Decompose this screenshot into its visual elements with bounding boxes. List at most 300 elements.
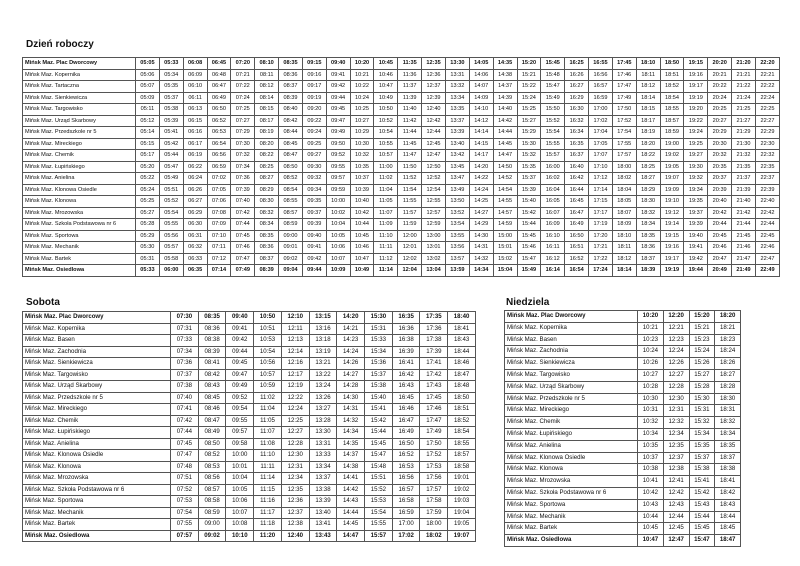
departure-time: 09:27 xyxy=(302,150,326,162)
departure-time: 18:00 xyxy=(420,519,448,531)
departure-time: 05:56 xyxy=(159,230,183,242)
departure-time: 10:45 xyxy=(374,58,398,70)
departure-time: 13:16 xyxy=(309,323,337,335)
departure-time: 12:59 xyxy=(422,219,446,231)
stop-name: Mińsk Maz. Kopernika xyxy=(505,322,638,334)
timetable-row xyxy=(505,511,741,523)
departure-time: 10:04 xyxy=(326,219,350,231)
saturday-title: Sobota xyxy=(26,297,60,308)
departure-time: 13:21 xyxy=(309,358,337,370)
departure-time: 06:30 xyxy=(183,219,207,231)
stop-name: Mińsk Maz. Klonowa Osiedle xyxy=(505,452,638,464)
departure-time: 07:52 xyxy=(171,484,199,496)
departure-time: 14:57 xyxy=(493,207,517,219)
departure-time: 18:45 xyxy=(715,523,741,535)
departure-time: 16:38 xyxy=(392,335,420,347)
departure-time: 14:50 xyxy=(493,161,517,173)
departure-time: 19:27 xyxy=(684,150,708,162)
departure-time: 07:51 xyxy=(171,473,199,485)
departure-time: 19:17 xyxy=(660,253,684,265)
departure-time: 16:56 xyxy=(392,473,420,485)
departure-time: 11:04 xyxy=(374,184,398,196)
departure-time: 17:41 xyxy=(420,358,448,370)
departure-time: 08:52 xyxy=(279,173,303,185)
departure-time: 06:15 xyxy=(183,115,207,127)
timetable-row xyxy=(505,346,741,358)
stop-name: Mińsk Maz. Szkoła Podstawowa nr 6 xyxy=(23,484,171,496)
stop-name: Mińsk Maz. Łupińskiego xyxy=(23,161,136,173)
departure-time: 18:22 xyxy=(636,150,660,162)
sunday-timetable xyxy=(504,310,741,547)
departure-time: 08:45 xyxy=(279,138,303,150)
departure-time: 10:01 xyxy=(226,461,254,473)
timetable-row xyxy=(23,104,780,116)
departure-time: 05:52 xyxy=(159,196,183,208)
departure-time: 07:42 xyxy=(171,415,199,427)
departure-time: 12:47 xyxy=(422,150,446,162)
departure-time: 11:52 xyxy=(398,173,422,185)
departure-time: 09:57 xyxy=(226,427,254,439)
departure-time: 12:35 xyxy=(422,58,446,70)
stop-name: Mińsk Maz. Osiedlowa xyxy=(23,265,136,277)
departure-time: 16:59 xyxy=(392,507,420,519)
departure-time: 19:39 xyxy=(684,219,708,231)
departure-time: 17:19 xyxy=(589,219,613,231)
departure-time: 13:59 xyxy=(445,265,469,277)
departure-time: 10:37 xyxy=(638,452,664,464)
timetable-row xyxy=(23,230,780,242)
departure-time: 08:39 xyxy=(279,92,303,104)
departure-time: 09:02 xyxy=(198,530,226,542)
departure-time: 12:28 xyxy=(281,438,309,450)
departure-time: 10:30 xyxy=(350,138,374,150)
departure-time: 15:27 xyxy=(517,115,541,127)
departure-time: 20:27 xyxy=(708,115,732,127)
departure-time: 06:16 xyxy=(183,127,207,139)
departure-time: 12:24 xyxy=(281,404,309,416)
departure-time: 10:20 xyxy=(350,58,374,70)
departure-time: 07:29 xyxy=(231,127,255,139)
timetable-row xyxy=(23,207,780,219)
departure-time: 10:09 xyxy=(326,265,350,277)
departure-time: 12:17 xyxy=(281,369,309,381)
departure-time: 11:09 xyxy=(374,219,398,231)
timetable-row xyxy=(23,358,476,370)
departure-time: 17:43 xyxy=(420,381,448,393)
departure-time: 12:02 xyxy=(398,253,422,265)
departure-time: 22:29 xyxy=(755,127,779,139)
timetable-row xyxy=(505,369,741,381)
departure-time: 15:57 xyxy=(541,150,565,162)
stop-name: Mińsk Maz. Tartaczna xyxy=(23,81,136,93)
stop-name: Mińsk Maz. Mechanik xyxy=(23,507,171,519)
departure-time: 21:46 xyxy=(732,242,756,254)
departure-time: 10:55 xyxy=(374,138,398,150)
departure-time: 08:38 xyxy=(198,335,226,347)
departure-time: 20:45 xyxy=(708,230,732,242)
stop-name: Mińsk Maz. Basen xyxy=(23,335,171,347)
departure-time: 16:45 xyxy=(565,196,589,208)
departure-time: 05:49 xyxy=(159,173,183,185)
departure-time: 08:30 xyxy=(255,196,279,208)
timetable-row xyxy=(505,464,741,476)
departure-time: 16:25 xyxy=(565,58,589,70)
departure-time: 08:56 xyxy=(198,473,226,485)
departure-time: 08:47 xyxy=(198,415,226,427)
departure-time: 06:17 xyxy=(183,138,207,150)
departure-time: 20:47 xyxy=(708,253,732,265)
departure-time: 19:01 xyxy=(448,473,476,485)
departure-time: 06:10 xyxy=(183,81,207,93)
departure-time: 07:33 xyxy=(171,335,199,347)
departure-time: 18:23 xyxy=(715,334,741,346)
departure-time: 10:08 xyxy=(226,519,254,531)
departure-time: 07:27 xyxy=(231,115,255,127)
departure-time: 18:46 xyxy=(448,358,476,370)
timetable-row xyxy=(23,219,780,231)
departure-time: 16:57 xyxy=(589,81,613,93)
departure-time: 12:54 xyxy=(422,184,446,196)
departure-time: 14:15 xyxy=(469,138,493,150)
departure-time: 15:29 xyxy=(517,127,541,139)
departure-time: 17:39 xyxy=(420,346,448,358)
departure-time: 14:24 xyxy=(337,346,365,358)
departure-time: 16:50 xyxy=(392,438,420,450)
departure-time: 09:37 xyxy=(302,207,326,219)
departure-time: 18:20 xyxy=(636,138,660,150)
departure-time: 09:00 xyxy=(279,230,303,242)
departure-time: 12:23 xyxy=(663,334,689,346)
departure-time: 07:40 xyxy=(171,392,199,404)
stop-name: Mińsk Maz. Anielina xyxy=(23,173,136,185)
departure-time: 18:12 xyxy=(636,81,660,93)
weekday-timetable xyxy=(22,57,780,277)
departure-time: 16:35 xyxy=(392,312,420,324)
departure-time: 14:38 xyxy=(337,461,365,473)
departure-time: 10:10 xyxy=(226,530,254,542)
departure-time: 11:15 xyxy=(254,484,282,496)
departure-time: 15:32 xyxy=(689,417,715,429)
departure-time: 13:27 xyxy=(309,404,337,416)
departure-time: 18:55 xyxy=(660,104,684,116)
departure-time: 05:22 xyxy=(136,173,160,185)
stop-name: Mińsk Maz. Szkoła Podstawowa nr 6 xyxy=(505,487,638,499)
departure-time: 13:26 xyxy=(309,392,337,404)
departure-time: 07:08 xyxy=(207,207,231,219)
departure-time: 17:10 xyxy=(589,161,613,173)
departure-time: 05:37 xyxy=(159,92,183,104)
stop-name: Mińsk Maz. Sportowa xyxy=(505,499,638,511)
departure-time: 10:49 xyxy=(374,92,398,104)
departure-time: 09:30 xyxy=(302,161,326,173)
departure-time: 15:24 xyxy=(517,92,541,104)
departure-time: 12:57 xyxy=(422,207,446,219)
departure-time: 18:48 xyxy=(448,381,476,393)
stop-name: Mińsk Maz. Klonowa Osiedle xyxy=(23,450,171,462)
departure-time: 09:35 xyxy=(302,196,326,208)
departure-time: 18:11 xyxy=(636,69,660,81)
departure-time: 15:48 xyxy=(365,461,393,473)
departure-time: 11:42 xyxy=(398,115,422,127)
departure-time: 13:45 xyxy=(445,161,469,173)
departure-time: 08:27 xyxy=(255,173,279,185)
departure-time: 17:38 xyxy=(420,335,448,347)
timetable-row xyxy=(23,335,476,347)
departure-time: 18:29 xyxy=(636,184,660,196)
departure-time: 11:57 xyxy=(398,207,422,219)
departure-time: 16:11 xyxy=(541,242,565,254)
departure-time: 13:04 xyxy=(422,265,446,277)
departure-time: 06:09 xyxy=(183,69,207,81)
departure-time: 21:37 xyxy=(732,173,756,185)
departure-time: 08:57 xyxy=(198,484,226,496)
departure-time: 09:42 xyxy=(326,81,350,93)
departure-time: 14:29 xyxy=(469,219,493,231)
departure-time: 14:35 xyxy=(337,438,365,450)
departure-time: 22:39 xyxy=(755,184,779,196)
stop-name: Mińsk Maz. Chemik xyxy=(23,150,136,162)
departure-time: 09:47 xyxy=(226,369,254,381)
departure-time: 18:11 xyxy=(612,242,636,254)
timetable-row xyxy=(23,530,476,542)
departure-time: 15:26 xyxy=(689,358,715,370)
departure-time: 17:54 xyxy=(612,127,636,139)
departure-time: 08:29 xyxy=(255,184,279,196)
departure-time: 22:27 xyxy=(755,115,779,127)
departure-time: 10:59 xyxy=(254,381,282,393)
departure-time: 15:34 xyxy=(365,346,393,358)
departure-time: 12:40 xyxy=(422,104,446,116)
departure-time: 17:12 xyxy=(589,173,613,185)
departure-time: 14:22 xyxy=(469,173,493,185)
departure-time: 16:41 xyxy=(392,358,420,370)
departure-time: 09:00 xyxy=(198,519,226,531)
stop-name: Mińsk Maz. Mireckiego xyxy=(23,404,171,416)
departure-time: 07:45 xyxy=(171,438,199,450)
departure-time: 15:49 xyxy=(517,265,541,277)
departure-time: 11:07 xyxy=(254,427,282,439)
departure-time: 16:43 xyxy=(392,381,420,393)
departure-time: 22:45 xyxy=(755,230,779,242)
timetable-row xyxy=(505,334,741,346)
departure-time: 15:33 xyxy=(365,335,393,347)
departure-time: 14:30 xyxy=(469,230,493,242)
departure-time: 05:57 xyxy=(159,242,183,254)
stop-name: Mińsk Maz. Urząd Skarbowy xyxy=(23,381,171,393)
departure-time: 17:58 xyxy=(420,496,448,508)
departure-time: 10:45 xyxy=(350,230,374,242)
departure-time: 17:53 xyxy=(420,461,448,473)
departure-time: 11:35 xyxy=(398,58,422,70)
departure-time: 15:53 xyxy=(365,496,393,508)
departure-time: 17:52 xyxy=(612,115,636,127)
departure-time: 21:47 xyxy=(732,253,756,265)
departure-time: 10:05 xyxy=(326,230,350,242)
departure-time: 10:47 xyxy=(350,253,374,265)
departure-time: 21:21 xyxy=(732,69,756,81)
departure-time: 15:20 xyxy=(517,58,541,70)
departure-time: 10:47 xyxy=(638,535,664,547)
departure-time: 15:36 xyxy=(365,358,393,370)
departure-time: 05:41 xyxy=(159,127,183,139)
timetable-row xyxy=(505,452,741,464)
departure-time: 14:32 xyxy=(469,253,493,265)
timetable-row xyxy=(505,523,741,535)
departure-time: 07:37 xyxy=(171,369,199,381)
departure-time: 12:55 xyxy=(422,196,446,208)
departure-time: 16:14 xyxy=(541,265,565,277)
departure-time: 13:31 xyxy=(445,69,469,81)
departure-time: 06:49 xyxy=(207,92,231,104)
departure-time: 12:36 xyxy=(422,69,446,81)
departure-time: 12:36 xyxy=(281,496,309,508)
departure-time: 15:01 xyxy=(493,242,517,254)
departure-time: 14:27 xyxy=(337,369,365,381)
timetable-row xyxy=(23,161,780,173)
departure-time: 11:40 xyxy=(398,104,422,116)
departure-time: 17:42 xyxy=(420,369,448,381)
departure-time: 05:07 xyxy=(136,81,160,93)
departure-time: 05:14 xyxy=(136,127,160,139)
timetable-row xyxy=(23,346,476,358)
departure-time: 18:20 xyxy=(715,311,741,323)
departure-time: 18:52 xyxy=(660,81,684,93)
departure-time: 16:29 xyxy=(565,92,589,104)
departure-time: 18:44 xyxy=(715,511,741,523)
departure-time: 18:57 xyxy=(448,450,476,462)
timetable-row xyxy=(23,323,476,335)
departure-time: 09:22 xyxy=(302,115,326,127)
departure-time: 18:50 xyxy=(660,58,684,70)
departure-time: 10:35 xyxy=(350,161,374,173)
departure-time: 20:40 xyxy=(708,196,732,208)
departure-time: 07:45 xyxy=(231,230,255,242)
departure-time: 07:20 xyxy=(231,58,255,70)
timetable-row xyxy=(505,381,741,393)
departure-time: 19:15 xyxy=(684,58,708,70)
departure-time: 16:42 xyxy=(392,369,420,381)
departure-time: 10:41 xyxy=(638,476,664,488)
departure-time: 13:56 xyxy=(445,242,469,254)
departure-time: 12:37 xyxy=(422,81,446,93)
timetable-row xyxy=(505,417,741,429)
departure-time: 12:25 xyxy=(281,415,309,427)
departure-time: 12:26 xyxy=(663,358,689,370)
departure-time: 07:11 xyxy=(207,242,231,254)
departure-time: 12:30 xyxy=(663,393,689,405)
departure-time: 08:15 xyxy=(255,104,279,116)
departure-time: 08:54 xyxy=(279,184,303,196)
departure-time: 10:52 xyxy=(374,115,398,127)
departure-time: 19:14 xyxy=(660,219,684,231)
departure-time: 10:45 xyxy=(638,523,664,535)
departure-time: 15:20 xyxy=(689,311,715,323)
departure-time: 16:52 xyxy=(565,253,589,265)
timetable-row xyxy=(23,312,476,324)
departure-time: 21:49 xyxy=(732,265,756,277)
timetable-row xyxy=(505,428,741,440)
departure-time: 20:30 xyxy=(708,138,732,150)
departure-time: 09:47 xyxy=(326,115,350,127)
timetable-row xyxy=(23,519,476,531)
departure-time: 13:37 xyxy=(445,115,469,127)
departure-time: 07:44 xyxy=(231,219,255,231)
departure-time: 15:38 xyxy=(689,464,715,476)
departure-time: 18:27 xyxy=(715,369,741,381)
departure-time: 12:37 xyxy=(281,507,309,519)
stop-name: Mińsk Maz. Anielina xyxy=(23,438,171,450)
departure-time: 16:54 xyxy=(565,265,589,277)
departure-time: 05:06 xyxy=(136,69,160,81)
departure-time: 08:41 xyxy=(198,358,226,370)
departure-time: 10:42 xyxy=(350,207,374,219)
departure-time: 05:51 xyxy=(159,184,183,196)
departure-time: 10:21 xyxy=(350,69,374,81)
departure-time: 18:41 xyxy=(448,323,476,335)
departure-time: 10:50 xyxy=(374,104,398,116)
departure-time: 15:47 xyxy=(689,535,715,547)
departure-time: 10:23 xyxy=(638,334,664,346)
departure-time: 15:31 xyxy=(365,323,393,335)
departure-time: 12:04 xyxy=(398,265,422,277)
departure-time: 18:37 xyxy=(636,253,660,265)
stop-name: Mińsk Maz. Sienkiewicza xyxy=(23,92,136,104)
departure-time: 18:26 xyxy=(715,358,741,370)
departure-time: 19:07 xyxy=(660,173,684,185)
stop-name: Mińsk Maz. Mireckiego xyxy=(23,138,136,150)
departure-time: 10:54 xyxy=(254,346,282,358)
departure-time: 17:35 xyxy=(420,312,448,324)
departure-time: 06:56 xyxy=(207,150,231,162)
timetable-row xyxy=(505,476,741,488)
departure-time: 09:17 xyxy=(302,81,326,93)
departure-time: 16:45 xyxy=(392,392,420,404)
departure-time: 08:58 xyxy=(198,496,226,508)
departure-time: 18:00 xyxy=(612,161,636,173)
departure-time: 19:05 xyxy=(660,161,684,173)
departure-time: 07:12 xyxy=(207,253,231,265)
stop-name: Mińsk Maz. Mechanik xyxy=(505,511,638,523)
departure-time: 20:25 xyxy=(708,104,732,116)
timetable-row xyxy=(23,69,780,81)
departure-time: 14:55 xyxy=(493,196,517,208)
departure-time: 07:41 xyxy=(171,404,199,416)
departure-time: 18:19 xyxy=(636,127,660,139)
departure-time: 14:45 xyxy=(493,138,517,150)
departure-time: 12:41 xyxy=(663,476,689,488)
departure-time: 05:34 xyxy=(159,69,183,81)
departure-time: 17:21 xyxy=(589,242,613,254)
departure-time: 07:54 xyxy=(171,507,199,519)
departure-time: 10:28 xyxy=(638,381,664,393)
departure-time: 08:52 xyxy=(198,450,226,462)
departure-time: 11:47 xyxy=(398,150,422,162)
departure-time: 16:51 xyxy=(565,242,589,254)
departure-time: 18:14 xyxy=(636,92,660,104)
stop-name: Mińsk Maz. Przedszkole nr 5 xyxy=(505,393,638,405)
departure-time: 13:41 xyxy=(309,519,337,531)
departure-time: 19:02 xyxy=(448,484,476,496)
departure-time: 16:04 xyxy=(541,184,565,196)
stop-name: Mińsk Maz. Zachodnia xyxy=(505,346,638,358)
departure-time: 11:14 xyxy=(254,473,282,485)
departure-time: 15:49 xyxy=(541,92,565,104)
departure-time: 14:47 xyxy=(493,150,517,162)
timetable-row xyxy=(23,369,476,381)
departure-time: 21:29 xyxy=(732,127,756,139)
departure-time: 16:58 xyxy=(392,496,420,508)
departure-time: 18:47 xyxy=(715,535,741,547)
